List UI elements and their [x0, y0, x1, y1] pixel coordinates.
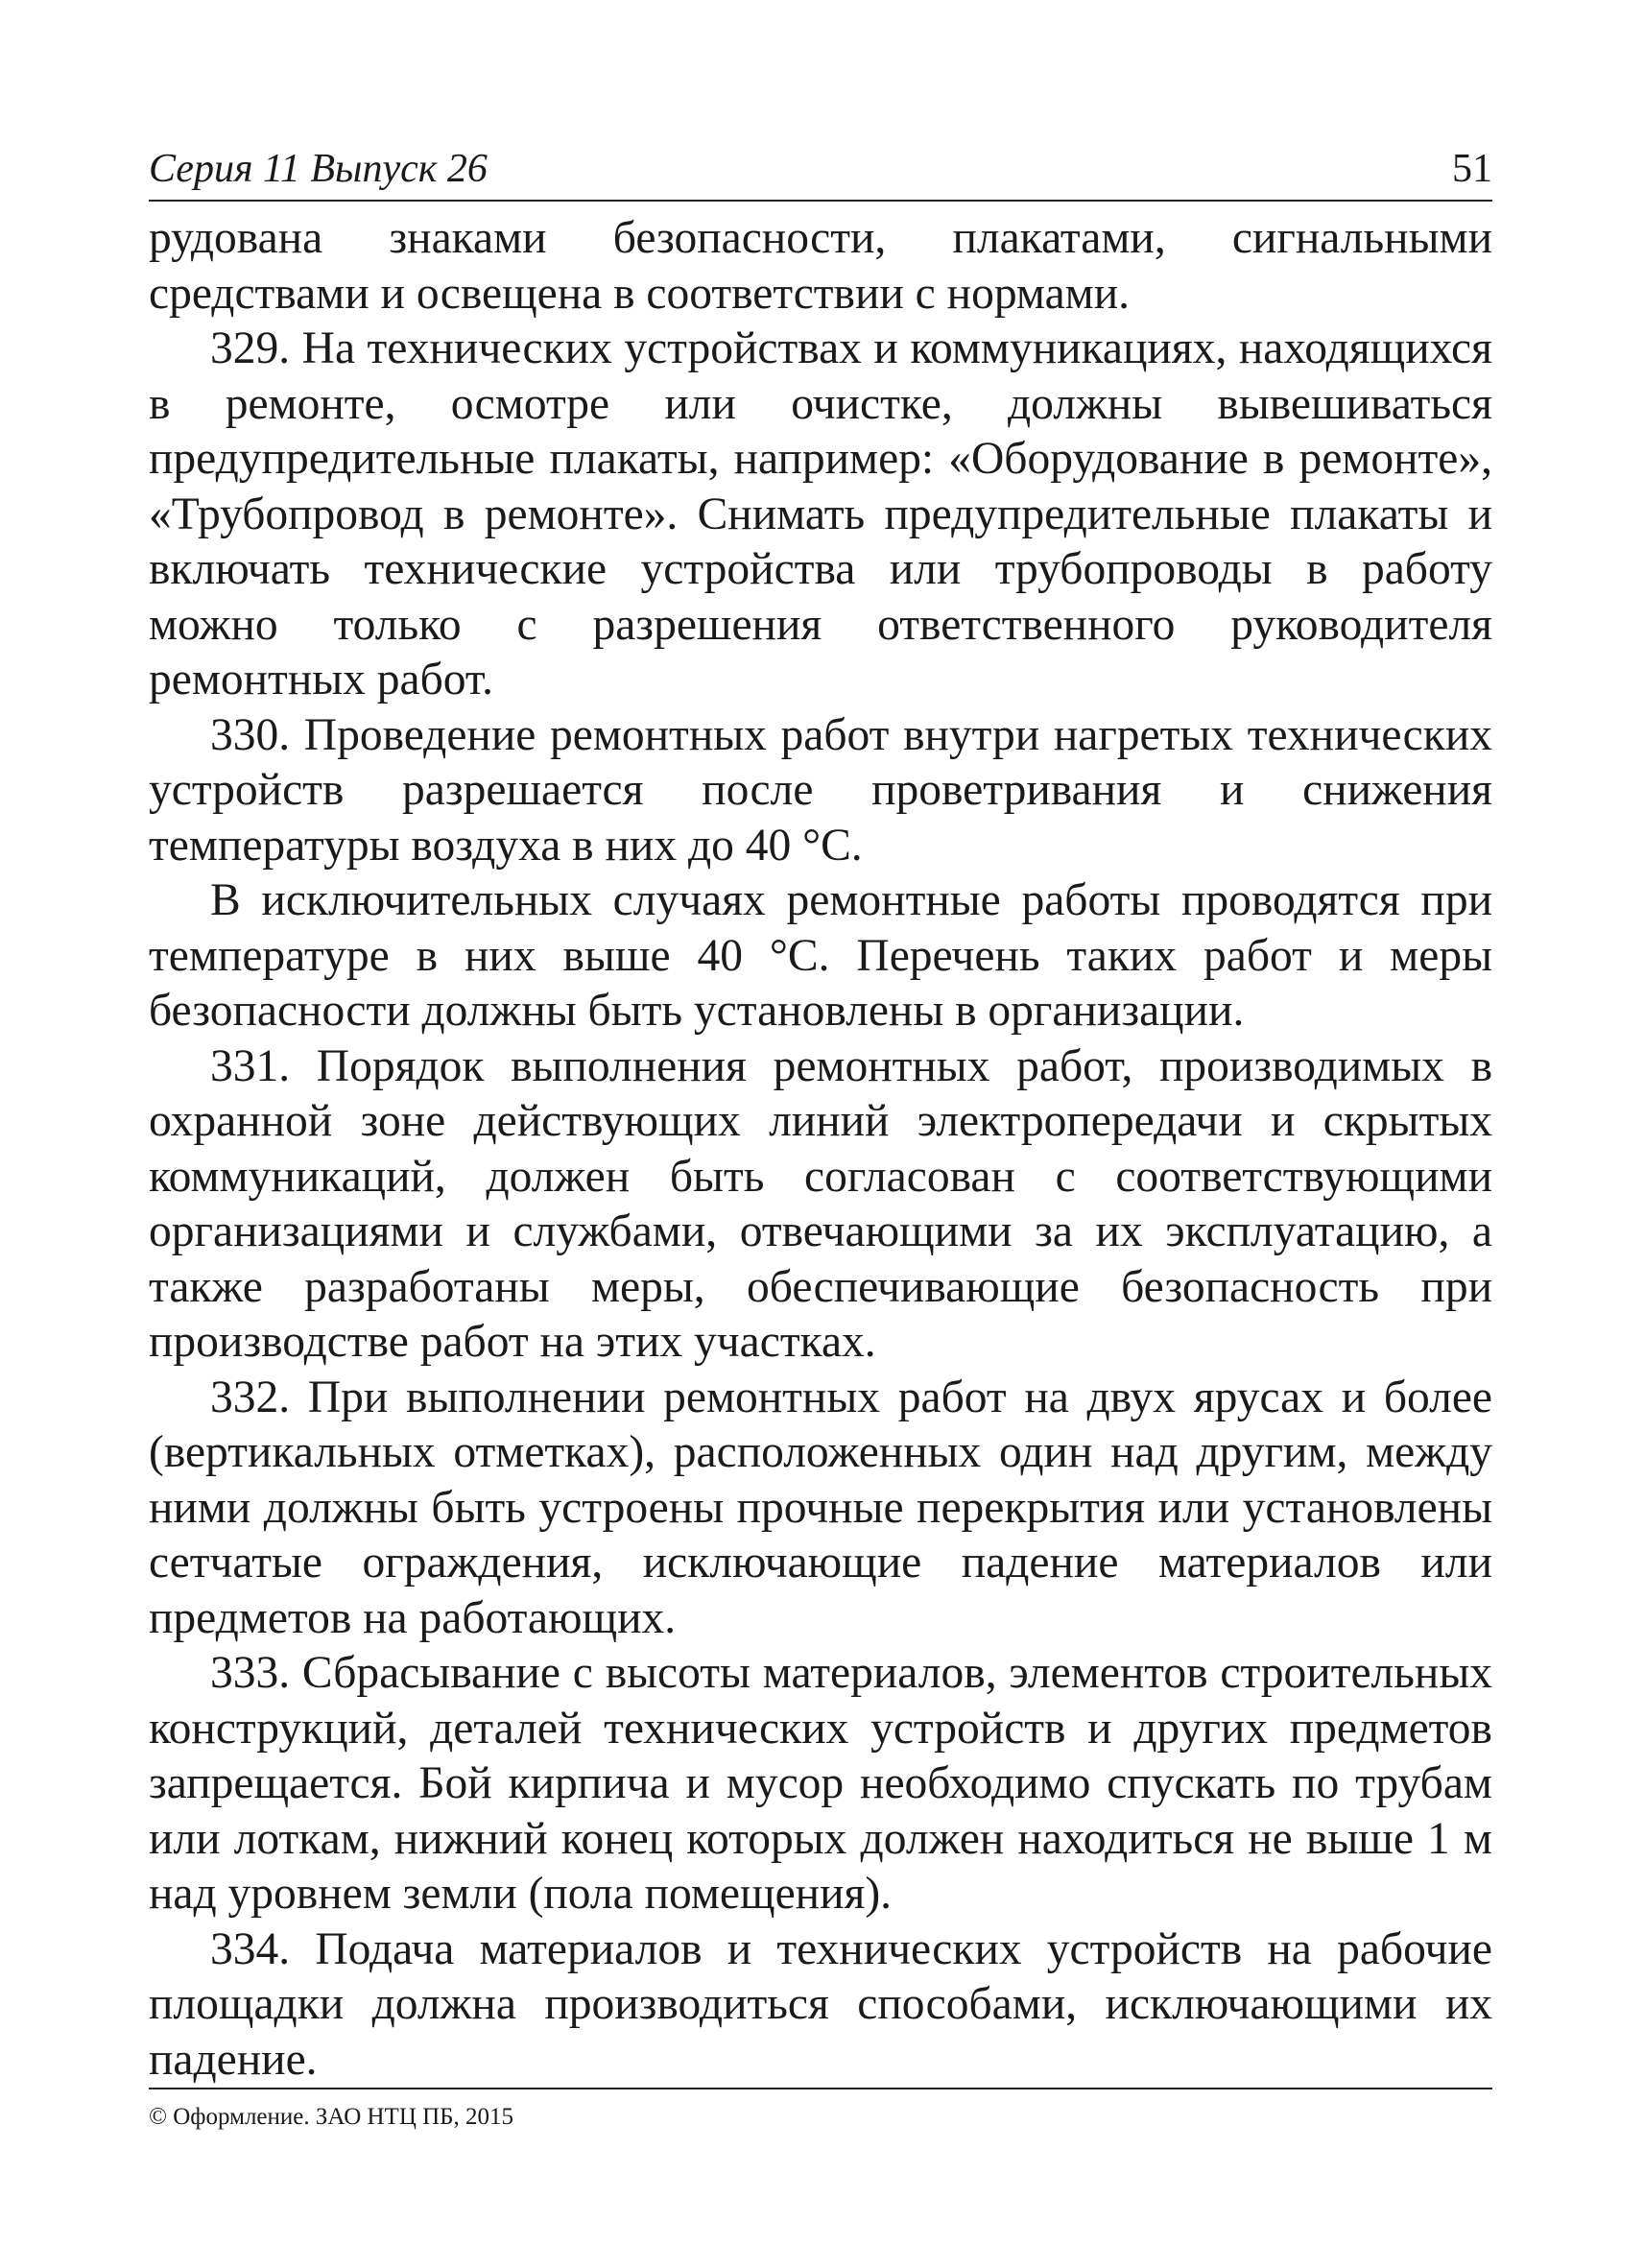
copyright-notice: © Оформление. ЗАО НТЦ ПБ, 2015 [149, 2104, 514, 2130]
series-title: Серия 11 Выпуск 26 [149, 147, 488, 191]
paragraph-332: 332. При выполнении ремонтных работ на двух ярусах и более (вертикальных отметках), расположенных один над другим, между ними должны быть устроены прочные перекрытия или установлены сетчатые ограждения, исключающие падение материалов или предметов на работающих. [149, 1372, 1492, 1643]
document-body [149, 211, 1492, 2088]
page-number: 51 [1452, 147, 1492, 191]
paragraph-330-exception: В исключительных случаях ремонтные работы проводятся при температуре в них выше 40 °С. Перечень таких работ и меры безопасности должны быть установлены в организации. [149, 875, 1492, 1036]
document-page [149, 144, 1492, 2088]
paragraph-continuation: рудована знаками безопасности, плакатами, сигнальными средствами и освещена в соответствии с нормами. [149, 213, 1492, 319]
running-header [149, 144, 1492, 202]
paragraph-333: 333. Сбрасывание с высоты материалов, элементов строительных конструкций, деталей технических устройств и других предметов запрещается. Бой кирпича и мусор необходимо спускать по трубам или лоткам, нижний конец которых должен находиться не выше 1 м над уровнем земли (пола помещения). [149, 1648, 1492, 1919]
paragraph-329: 329. На технических устройствах и коммуникациях, находящихся в ремонте, осмотре или очистке, должны вывешиваться предупредительные плакаты, например: «Оборудование в ремонте», «Трубопровод в ремонте». Снимать предупредительные плакаты и включать технические устройства или трубопроводы в работу можно только с разрешения ответственного руководителя ремонтных работ. [149, 323, 1492, 704]
page-footer [149, 2088, 1492, 2132]
paragraph-331: 331. Порядок выполнения ремонтных работ, производимых в охранной зоне действующих линий электропередачи и скрытых коммуникаций, должен быть согласован с соответствующими организациями и службами, отвечающими за их эксплуатацию, а также разработаны меры, обеспечивающие безопасность при производстве работ на этих участках. [149, 1040, 1492, 1367]
paragraph-330: 330. Проведение ремонтных работ внутри нагретых технических устройств разрешается после проветривания и снижения температуры воздуха в них до 40 °С. [149, 709, 1492, 871]
paragraph-334: 334. Подача материалов и технических устройств на рабочие площадки должна производиться способами, исключающими их падение. [149, 1923, 1492, 2085]
